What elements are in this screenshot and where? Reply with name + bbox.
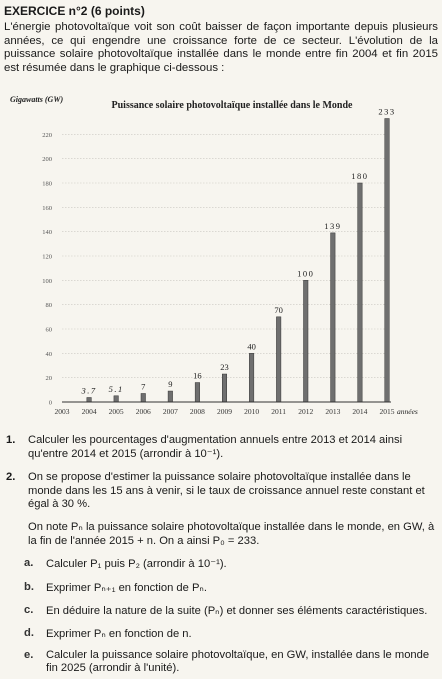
subquestion-b-text: Exprimer Pₙ₊₁ en fonction de Pₙ. bbox=[46, 582, 207, 594]
subquestion-d-letter: d. bbox=[24, 627, 34, 639]
subquestion-c-text: En déduire la nature de la suite (Pₙ) et donner ses éléments caractéristiques. bbox=[46, 605, 428, 617]
x-tick-label: 2009 bbox=[217, 407, 232, 416]
y-tick-label: 180 bbox=[42, 180, 52, 188]
bar bbox=[249, 353, 254, 402]
bar-value-label: 40 bbox=[247, 341, 256, 352]
intro-paragraph: L'énergie photovoltaïque voit son coût baisser de façon importante depuis plusieurs années, ce qui engendre une croissance forte de ce secteur. L'évolution de la puissance solaire photovoltaïque installée dans le monde entre fin 2004 et fin 2015 est résumée dans le graphique ci-dessous : bbox=[4, 21, 438, 74]
x-axis-label: années bbox=[397, 407, 418, 416]
y-tick-label: 80 bbox=[45, 302, 52, 310]
y-tick-label: 20 bbox=[45, 375, 52, 383]
bar-value-label: 139 bbox=[324, 220, 342, 231]
x-tick-label: 2006 bbox=[135, 407, 151, 416]
bar bbox=[114, 396, 119, 402]
y-tick-label: 160 bbox=[42, 204, 52, 212]
question-1-number: 1. bbox=[6, 434, 16, 446]
notation-paragraph bbox=[28, 521, 438, 548]
bar bbox=[358, 183, 363, 402]
subquestion-d-text: Exprimer Pₙ en fonction de n. bbox=[46, 628, 192, 640]
bar-value-label: 9 bbox=[168, 379, 173, 390]
bar bbox=[276, 317, 281, 402]
question-2-number: 2. bbox=[6, 471, 16, 483]
y-tick-label: 120 bbox=[42, 253, 52, 261]
subquestion-c-letter: c. bbox=[24, 604, 34, 616]
y-tick-label: 100 bbox=[42, 277, 52, 285]
question-1-text: Calculer les pourcentages d'augmentation annuels entre 2013 et 2014 ainsi qu'entre 2014 et 2015 (arrondir à 10⁻¹). bbox=[28, 434, 403, 460]
bar bbox=[222, 374, 227, 402]
subquestion-e-text: Calculer la puissance solaire photovoltaïque, en GW, installée dans le monde fin 2025 (arrondir à l'unité). bbox=[46, 649, 430, 674]
chart-title: Puissance solaire photovoltaïque installée dans le Monde bbox=[111, 100, 353, 111]
x-tick-label: 2013 bbox=[325, 407, 341, 416]
subquestion-e-letter: e. bbox=[24, 649, 34, 661]
x-tick-label: 2010 bbox=[244, 407, 260, 416]
bar bbox=[87, 397, 92, 402]
bar-value-label: 233 bbox=[378, 106, 396, 117]
y-tick-label: 140 bbox=[42, 229, 52, 237]
y-tick-label: 40 bbox=[45, 350, 52, 358]
question-2 bbox=[0, 471, 442, 517]
bar-value-label: 16 bbox=[193, 370, 202, 381]
subquestion-b-letter: b. bbox=[24, 581, 34, 593]
bar-value-label: 23 bbox=[220, 362, 229, 373]
bar bbox=[304, 280, 309, 402]
question-1 bbox=[0, 434, 442, 466]
bar-value-label: 70 bbox=[274, 304, 283, 315]
y-tick-label: 60 bbox=[45, 326, 52, 334]
x-tick-label: 2007 bbox=[162, 407, 178, 416]
bar bbox=[141, 393, 146, 402]
y-tick-label: 0 bbox=[48, 399, 52, 407]
bar-value-label: 180 bbox=[351, 171, 369, 181]
x-tick-label: 2005 bbox=[108, 407, 124, 416]
y-axis-label: Gigawatts (GW) bbox=[10, 95, 64, 104]
y-tick-label: 220 bbox=[42, 131, 52, 139]
y-tick-label: 200 bbox=[42, 156, 52, 164]
bar-chart bbox=[0, 90, 442, 420]
x-tick-label: 2008 bbox=[189, 407, 205, 416]
notation-text: On note Pₙ la puissance solaire photovoltaïque installée dans le monde, en GW, à la fin de l'année 2015 + n. On a ainsi P₀ = 233. bbox=[28, 521, 435, 547]
x-tick-label: 2011 bbox=[271, 407, 287, 416]
bar-value-label: 3.7 bbox=[81, 385, 97, 396]
question-2-text: On se propose d'estimer la puissance solaire photovoltaïque installée dans le monde dans les 15 ans à venir, si le taux de croissance annuel reste constant et égal à 30 %. bbox=[28, 471, 425, 511]
x-tick-label: 2015 bbox=[379, 407, 395, 416]
exercise-title: EXERCICE n°2 (6 points) bbox=[4, 4, 145, 18]
bar-value-label: 7 bbox=[141, 381, 146, 392]
x-tick-label: 2014 bbox=[352, 407, 368, 416]
bar bbox=[195, 383, 200, 402]
bar bbox=[331, 233, 336, 402]
x-tick-label: 2004 bbox=[81, 407, 97, 416]
x-tick-label: 2003 bbox=[54, 407, 70, 416]
x-tick-label: 2012 bbox=[298, 407, 314, 416]
subquestion-a-text: Calculer P₁ puis P₂ (arrondir à 10⁻¹). bbox=[46, 558, 227, 570]
bar bbox=[168, 391, 173, 402]
bar-value-label: 5.1 bbox=[108, 383, 124, 394]
bar-value-label: 100 bbox=[297, 268, 315, 279]
bar bbox=[385, 119, 390, 402]
subquestion-a-letter: a. bbox=[24, 557, 34, 569]
